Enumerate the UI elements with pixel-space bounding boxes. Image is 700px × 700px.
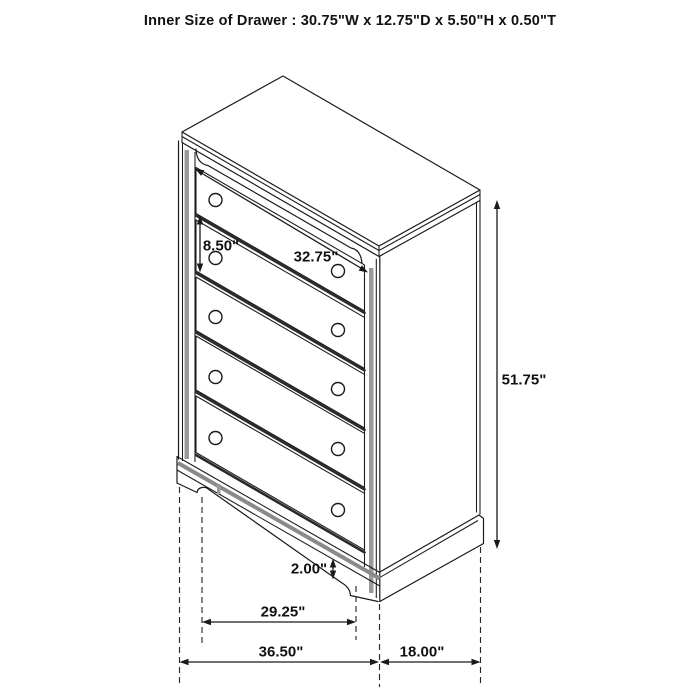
dim-label-overall-depth: 18.00" [399,643,445,661]
dim-label-overall-height: 51.75" [501,371,547,389]
dim-label-drawer-front-width: 32.75" [293,248,339,266]
base-molding [177,457,380,587]
dim-label-drawer-front-height: 8.50" [202,237,240,255]
side-panel [380,201,480,602]
dim-label-base-inner-width: 29.25" [260,603,306,621]
drawer-1-right-knob [332,265,345,278]
dim-overall-height [494,200,500,549]
page-title: Inner Size of Drawer : 30.75"W x 12.75"D x 5.50"H x 0.50"T [143,13,557,29]
side-base-plinth [380,515,484,602]
drawer-2-right-knob [332,324,345,337]
drawer-5-right-knob [332,504,345,517]
drawer-1-left-knob [209,194,222,207]
drawer-3-right-knob [332,383,345,396]
drawer-4-left-knob [209,371,222,384]
drawer-4-right-knob [332,443,345,456]
dim-base-height [330,559,336,580]
dim-label-base-height: 2.00" [290,560,328,578]
top-face [182,76,480,257]
front-right-stile [365,259,377,598]
drawer-3-left-knob [209,311,222,324]
drawer-5-left-knob [209,432,222,445]
front-left-stile [179,141,196,462]
dim-label-overall-width: 36.50" [258,643,304,661]
